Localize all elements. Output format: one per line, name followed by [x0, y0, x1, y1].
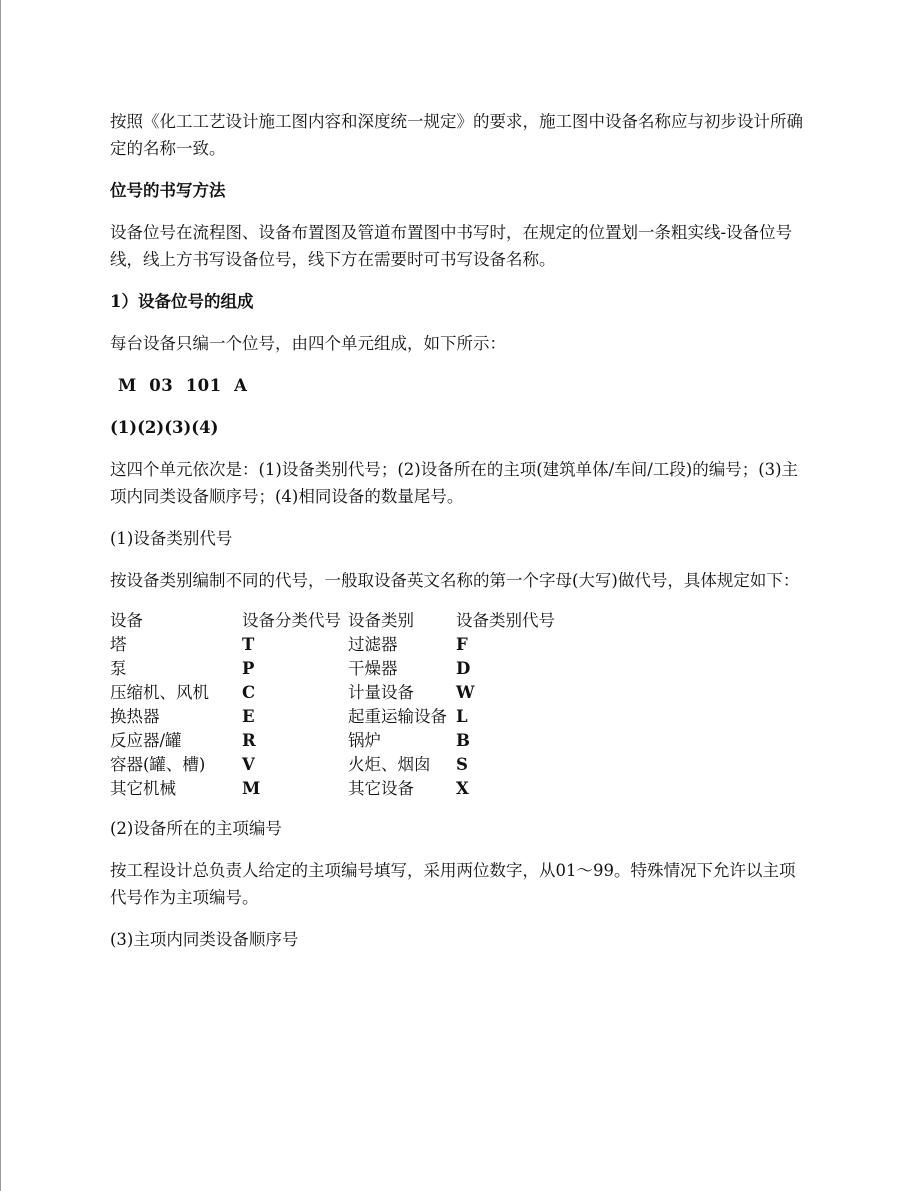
- intro-paragraph: 按照《化工工艺设计施工图内容和深度统一规定》的要求，施工图中设备名称应与初步设计所确定的名称一致。: [110, 112, 803, 158]
- table-cell: E: [242, 707, 255, 726]
- subsection-text-2: 按工程设计总负责人给定的主项编号填写，采用两位数字，从01～99。特殊情况下允许以主项代号作为主项编号。: [110, 861, 796, 907]
- table-header-row: [110, 609, 556, 633]
- section-heading-method: 位号的书写方法: [110, 181, 226, 200]
- subsection-title-2: (2)设备所在的主项编号: [110, 819, 282, 838]
- subsection-title-3: (3)主项内同类设备顺序号: [110, 930, 299, 949]
- table-row: [110, 681, 556, 705]
- table-cell: 容器(罐、槽): [110, 755, 206, 774]
- table-cell: 换热器: [110, 707, 160, 726]
- table-cell: R: [242, 731, 256, 750]
- code-parts: (1)(2)(3)(4): [110, 418, 219, 437]
- table-row: [110, 777, 556, 801]
- table-row: [110, 729, 556, 753]
- table-header-cell: 设备: [110, 611, 143, 630]
- table-cell: V: [242, 755, 255, 774]
- units-paragraph: 这四个单元依次是：(1)设备类别代号；(2)设备所在的主项(建筑单体/车间/工段)的编号；(3)主项内同类设备顺序号；(4)相同设备的数量尾号。: [110, 460, 799, 506]
- table-cell: L: [456, 707, 468, 726]
- subsection-text-1: 按设备类别编制不同的代号，一般取设备英文名称的第一个字母(大写)做代号，具体规定如下：: [110, 571, 800, 590]
- method-paragraph: 设备位号在流程图、设备布置图及管道布置图中书写时，在规定的位置划一条粗实线-设备位号线，线上方书写设备位号，线下方在需要时可书写设备名称。: [110, 223, 793, 269]
- page-left-border: [0, 0, 1, 1191]
- table-cell: 塔: [110, 635, 127, 654]
- code-example: M 03 101 A: [118, 376, 248, 395]
- subsection-title-1: (1)设备类别代号: [110, 529, 233, 548]
- table-cell: 泵: [110, 659, 127, 678]
- table-cell: 干燥器: [348, 659, 398, 678]
- table-cell: 其它设备: [348, 779, 414, 798]
- table-cell: 锅炉: [348, 731, 381, 750]
- table-cell: S: [456, 755, 468, 774]
- table-cell: 过滤器: [348, 635, 398, 654]
- table-row: [110, 705, 556, 729]
- document-page: [110, 108, 810, 968]
- table-header-cell: 设备类别代号: [456, 611, 555, 630]
- table-cell: B: [456, 731, 470, 750]
- table-cell: X: [456, 779, 469, 798]
- table-cell: 火炬、烟囱: [348, 755, 431, 774]
- composition-paragraph: 每台设备只编一个位号，由四个单元组成，如下所示：: [110, 334, 506, 353]
- table-cell: 压缩机、风机: [110, 683, 209, 702]
- table-cell: 起重运输设备: [348, 707, 447, 726]
- table-cell: D: [456, 659, 471, 678]
- table-cell: 计量设备: [348, 683, 414, 702]
- section-heading-composition: 1）设备位号的组成: [110, 292, 254, 311]
- table-cell: P: [242, 659, 255, 678]
- table-cell: T: [242, 635, 255, 654]
- table-header-cell: 设备分类代号: [242, 611, 341, 630]
- table-header-cell: 设备类别: [348, 611, 414, 630]
- table-cell: C: [242, 683, 256, 702]
- table-cell: W: [456, 683, 475, 702]
- table-cell: F: [456, 635, 468, 654]
- table-row: [110, 657, 556, 681]
- table-cell: 反应器/罐: [110, 731, 182, 750]
- table-cell: M: [242, 779, 261, 798]
- table-row: [110, 633, 556, 657]
- equipment-category-table: [110, 609, 556, 801]
- table-cell: 其它机械: [110, 779, 176, 798]
- table-row: [110, 753, 556, 777]
